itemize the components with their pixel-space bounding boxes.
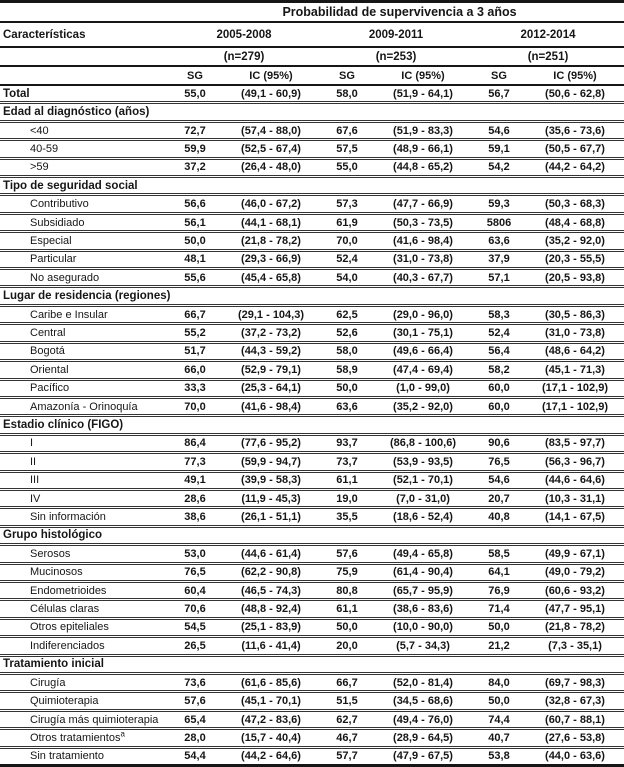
- ic-value: (31,0 - 73,8): [393, 253, 453, 266]
- sg-value: 75,9: [336, 566, 358, 579]
- sg-value: 52,4: [336, 253, 358, 266]
- table-row: [0, 601, 624, 619]
- table-body: [0, 86, 624, 764]
- sg-value: 51,7: [184, 345, 206, 358]
- sg-value: 93,7: [336, 437, 358, 450]
- ic-value: (83,5 - 97,7): [545, 437, 605, 450]
- row-label: Particular: [30, 253, 77, 266]
- row-label: Cirugía: [30, 676, 66, 689]
- table-row: [0, 491, 624, 509]
- sg-value: 50,0: [488, 621, 510, 634]
- sample-size-period-2: (n=253): [375, 50, 417, 63]
- sample-size-period-3: (n=251): [527, 50, 569, 63]
- ic-value: (31,0 - 73,8): [545, 326, 605, 339]
- ic-value: (47,7 - 95,1): [545, 603, 605, 616]
- sg-value: 64,1: [488, 566, 510, 579]
- ic-value: (47,4 - 69,4): [393, 363, 453, 376]
- ic-value: (69,7 - 98,3): [545, 676, 605, 689]
- ic-value: (21,8 - 78,2): [545, 621, 605, 634]
- ic-value: (51,9 - 64,1): [393, 87, 453, 100]
- sg-value: 20,7: [488, 492, 510, 505]
- sg-value: 73,6: [184, 676, 206, 689]
- section-label: Edad al diagnóstico (años): [3, 106, 150, 119]
- ic-value: (28,9 - 64,5): [393, 731, 453, 744]
- ic-value: (20,3 - 55,5): [545, 253, 605, 266]
- sg-column-header: SG: [491, 69, 507, 82]
- sg-value: 40,7: [488, 731, 510, 744]
- sg-value: 80,8: [336, 584, 358, 597]
- ic-value: (25,1 - 83,9): [241, 621, 301, 634]
- ic-value: (49,9 - 67,1): [545, 547, 605, 560]
- ic-value: (49,4 - 65,8): [393, 547, 453, 560]
- table-row: [0, 693, 624, 711]
- table-row: [0, 160, 624, 178]
- ic-value: (49,0 - 79,2): [545, 566, 605, 579]
- sg-value: 62,5: [336, 308, 358, 321]
- ic-value: (44,8 - 65,2): [393, 161, 453, 174]
- period-header-row: [0, 23, 624, 48]
- section-label: Estadio clínico (FIGO): [3, 419, 124, 432]
- ic-value: (10,0 - 90,0): [393, 621, 453, 634]
- row-label: Endometrioides: [30, 584, 107, 597]
- ic-value: (45,1 - 70,1): [241, 695, 301, 708]
- sample-size-row: [0, 48, 624, 67]
- sg-value: 35,5: [336, 511, 358, 524]
- row-label: Especial: [30, 234, 72, 247]
- row-label: Central: [30, 326, 66, 339]
- sg-value: 57,7: [336, 750, 358, 763]
- sg-value: 56,6: [184, 198, 206, 211]
- sg-value: 54,0: [336, 271, 358, 284]
- sg-value: 58,0: [336, 87, 358, 100]
- sg-value: 55,6: [184, 271, 206, 284]
- ic-column-header: IC (95%): [401, 69, 445, 82]
- ic-value: (48,4 - 68,8): [545, 216, 605, 229]
- ic-value: (48,9 - 66,1): [393, 142, 453, 155]
- row-label: IV: [30, 492, 41, 505]
- ic-value: (38,6 - 83,6): [393, 603, 453, 616]
- ic-value: (60,7 - 88,1): [545, 713, 605, 726]
- table-row: [0, 730, 624, 748]
- row-label: Serosos: [30, 547, 71, 560]
- table-row: [0, 638, 624, 656]
- sg-value: 58,2: [488, 363, 510, 376]
- sg-value: 20,0: [336, 639, 358, 652]
- table-title-row: [0, 3, 624, 23]
- ic-value: (14,1 - 67,5): [545, 511, 605, 524]
- section-label: Lugar de residencia (regiones): [3, 290, 171, 303]
- sg-value: 53,0: [184, 547, 206, 560]
- sg-value: 50,0: [488, 695, 510, 708]
- sg-value: 37,2: [184, 161, 206, 174]
- sg-value: 66,0: [184, 363, 206, 376]
- sg-value: 67,6: [336, 124, 358, 137]
- sg-value: 73,7: [336, 455, 358, 468]
- ic-value: (44,6 - 64,6): [545, 474, 605, 487]
- sg-value: 54,4: [184, 750, 206, 763]
- sg-value: 72,7: [184, 124, 206, 137]
- sg-value: 52,4: [488, 326, 510, 339]
- ic-value: (37,2 - 73,2): [241, 326, 301, 339]
- sg-value: 50,0: [184, 234, 206, 247]
- ic-value: (52,9 - 79,1): [241, 363, 301, 376]
- ic-value: (40,3 - 67,7): [393, 271, 453, 284]
- ic-column-header: IC (95%): [249, 69, 293, 82]
- sg-value: 74,4: [488, 713, 510, 726]
- ic-value: (15,7 - 40,4): [241, 731, 301, 744]
- sg-value: 59,1: [488, 142, 510, 155]
- sg-value: 62,7: [336, 713, 358, 726]
- sg-value: 54,5: [184, 621, 206, 634]
- sg-value: 58,3: [488, 308, 510, 321]
- sg-value: 70,6: [184, 603, 206, 616]
- ic-value: (27,6 - 53,8): [545, 731, 605, 744]
- sg-value: 60,4: [184, 584, 206, 597]
- ic-value: (10,3 - 31,1): [545, 492, 605, 505]
- sg-value: 57,5: [336, 142, 358, 155]
- sg-value: 76,9: [488, 584, 510, 597]
- ic-value: (45,1 - 71,3): [545, 363, 605, 376]
- ic-value: (48,8 - 92,4): [241, 603, 301, 616]
- sg-value: 58,0: [336, 345, 358, 358]
- table-row: [0, 344, 624, 362]
- ic-value: (17,1 - 102,9): [541, 400, 609, 413]
- table-row: [0, 252, 624, 270]
- sg-value: 57,6: [336, 547, 358, 560]
- ic-value: (61,4 - 90,4): [393, 566, 453, 579]
- sg-value: 50,0: [336, 382, 358, 395]
- sg-value: 56,7: [488, 87, 510, 100]
- row-label: No asegurado: [30, 271, 100, 284]
- sg-value: 5806: [486, 216, 512, 229]
- section-label: Tipo de seguridad social: [3, 179, 138, 192]
- sg-column-header: SG: [187, 69, 203, 82]
- table-row: [0, 749, 624, 764]
- column-header-row: [0, 67, 624, 86]
- section-label: Grupo histológico: [3, 529, 103, 542]
- row-label: Total: [3, 87, 30, 100]
- ic-value: (77,6 - 95,2): [241, 437, 301, 450]
- row-label: >59: [30, 161, 49, 174]
- section-row: [0, 528, 624, 546]
- sg-value: 63,6: [336, 400, 358, 413]
- row-label: Sin tratamiento: [30, 750, 104, 763]
- row-label: <40: [30, 124, 49, 137]
- ic-value: (44,2 - 64,2): [545, 161, 605, 174]
- row-label: Quimioterapia: [30, 695, 99, 708]
- ic-value: (49,4 - 76,0): [393, 713, 453, 726]
- sg-column-header: SG: [339, 69, 355, 82]
- table-row: [0, 307, 624, 325]
- sg-value: 54,6: [488, 474, 510, 487]
- row-label: Mucinosos: [30, 566, 83, 579]
- ic-value: (32,8 - 67,3): [545, 695, 605, 708]
- sg-value: 54,2: [488, 161, 510, 174]
- row-label: Cirugía más quimioterapia: [30, 713, 159, 726]
- section-label: Tratamiento inicial: [3, 658, 104, 671]
- ic-value: (29,1 - 104,3): [237, 308, 305, 321]
- table-row: [0, 215, 624, 233]
- ic-value: (50,6 - 62,8): [545, 87, 605, 100]
- table-row: [0, 675, 624, 693]
- sg-value: 60,0: [488, 400, 510, 413]
- sg-value: 21,2: [488, 639, 510, 652]
- table-row: [0, 123, 624, 141]
- ic-value: (44,1 - 68,1): [241, 216, 301, 229]
- ic-value: (65,7 - 95,9): [393, 584, 453, 597]
- ic-value: (34,5 - 68,6): [393, 695, 453, 708]
- row-label: Oriental: [30, 363, 69, 376]
- ic-value: (50,3 - 68,3): [545, 198, 605, 211]
- table-row: [0, 620, 624, 638]
- sg-value: 76,5: [184, 566, 206, 579]
- sample-size-period-1: (n=279): [223, 50, 265, 63]
- row-label: Células claras: [30, 603, 100, 616]
- sg-value: 52,6: [336, 326, 358, 339]
- ic-value: (35,6 - 73,6): [545, 124, 605, 137]
- ic-value: (26,1 - 51,1): [241, 511, 301, 524]
- ic-value: (35,2 - 92,0): [545, 234, 605, 247]
- ic-value: (50,3 - 73,5): [393, 216, 453, 229]
- row-label: Bogotá: [30, 345, 65, 358]
- ic-value: (47,2 - 83,6): [241, 713, 301, 726]
- section-row: [0, 657, 624, 675]
- ic-column-header: IC (95%): [553, 69, 597, 82]
- table-row: [0, 583, 624, 601]
- ic-value: (59,9 - 94,7): [241, 455, 301, 468]
- row-label: Otros epiteliales: [30, 621, 109, 634]
- sg-value: 59,9: [184, 142, 206, 155]
- ic-value: (35,2 - 92,0): [393, 400, 453, 413]
- sg-value: 33,3: [184, 382, 206, 395]
- ic-value: (44,2 - 64,6): [241, 750, 301, 763]
- row-label: Subsidiado: [30, 216, 85, 229]
- row-label: Otros tratamientos$^a$: [0, 732, 168, 744]
- ic-value: (7,0 - 31,0): [396, 492, 450, 505]
- row-label: Sin información: [30, 511, 106, 524]
- table-row: [0, 86, 624, 104]
- ic-value: (29,3 - 66,9): [241, 253, 301, 266]
- sg-value: 48,1: [184, 253, 206, 266]
- ic-value: (1,0 - 99,0): [396, 382, 450, 395]
- table-row: [0, 712, 624, 730]
- ic-value: (52,5 - 67,4): [241, 142, 301, 155]
- sg-value: 56,1: [184, 216, 206, 229]
- sg-value: 60,0: [488, 382, 510, 395]
- ic-value: (17,1 - 102,9): [541, 382, 609, 395]
- sg-value: 66,7: [336, 676, 358, 689]
- row-label: I: [30, 437, 34, 450]
- sg-value: 63,6: [488, 234, 510, 247]
- period-header-2009-2011: 2009-2011: [368, 28, 424, 41]
- sg-value: 55,2: [184, 326, 206, 339]
- section-row: [0, 104, 624, 122]
- row-label: 40-59: [30, 142, 59, 155]
- table-row: [0, 233, 624, 251]
- ic-value: (29,0 - 96,0): [393, 308, 453, 321]
- sg-value: 55,0: [336, 161, 358, 174]
- ic-value: (50,5 - 67,7): [545, 142, 605, 155]
- ic-value: (51,9 - 83,3): [393, 124, 453, 137]
- period-header-2012-2014: 2012-2014: [520, 28, 576, 41]
- sg-value: 70,0: [336, 234, 358, 247]
- ic-value: (49,1 - 60,9): [241, 87, 301, 100]
- table-row: [0, 141, 624, 159]
- section-row: [0, 178, 624, 196]
- sg-value: 61,1: [336, 603, 358, 616]
- sg-value: 58,5: [488, 547, 510, 560]
- table-row: [0, 473, 624, 491]
- period-header-2005-2008: 2005-2008: [216, 28, 272, 41]
- ic-value: (56,3 - 96,7): [545, 455, 605, 468]
- ic-value: (46,5 - 74,3): [241, 584, 301, 597]
- table-row: [0, 546, 624, 564]
- table-row: [0, 509, 624, 527]
- ic-value: (18,6 - 52,4): [393, 511, 453, 524]
- sg-value: 58,9: [336, 363, 358, 376]
- sg-value: 28,0: [184, 731, 206, 744]
- ic-value: (45,4 - 65,8): [241, 271, 301, 284]
- sg-value: 76,5: [488, 455, 510, 468]
- ic-value: (11,9 - 45,3): [241, 492, 301, 505]
- row-label: Indiferenciados: [30, 639, 105, 652]
- ic-value: (21,8 - 78,2): [241, 234, 301, 247]
- ic-value: (53,9 - 93,5): [393, 455, 453, 468]
- ic-value: (52,0 - 81,4): [393, 676, 453, 689]
- table-row: [0, 565, 624, 583]
- ic-value: (41,6 - 98,4): [393, 234, 453, 247]
- sg-value: 90,6: [488, 437, 510, 450]
- sg-value: 86,4: [184, 437, 206, 450]
- ic-value: (25,3 - 64,1): [241, 382, 301, 395]
- ic-value: (20,5 - 93,8): [545, 271, 605, 284]
- sg-value: 37,9: [488, 253, 510, 266]
- sg-value: 65,4: [184, 713, 206, 726]
- ic-value: (44,6 - 61,4): [241, 547, 301, 560]
- characteristics-header: Características: [3, 28, 86, 41]
- table-row: [0, 436, 624, 454]
- ic-value: (57,4 - 88,0): [241, 124, 301, 137]
- ic-value: (60,6 - 93,2): [545, 584, 605, 597]
- sg-value: 46,7: [336, 731, 358, 744]
- ic-value: (52,1 - 70,1): [393, 474, 453, 487]
- sg-value: 61,1: [336, 474, 358, 487]
- ic-value: (44,0 - 63,6): [545, 750, 605, 763]
- table-row: [0, 196, 624, 214]
- footnote-marker: a: [120, 731, 125, 739]
- row-label: Pacífico: [30, 382, 70, 395]
- sg-value: 50,0: [336, 621, 358, 634]
- sg-value: 28,6: [184, 492, 206, 505]
- table-row: [0, 399, 624, 417]
- ic-value: (30,1 - 75,1): [393, 326, 453, 339]
- table-row: [0, 381, 624, 399]
- sg-value: 66,7: [184, 308, 206, 321]
- sg-value: 57,3: [336, 198, 358, 211]
- ic-value: (48,6 - 64,2): [545, 345, 605, 358]
- ic-value: (7,3 - 35,1): [548, 639, 602, 652]
- table-title: Probabilidad de supervivencia a 3 años: [282, 5, 517, 19]
- ic-value: (30,5 - 86,3): [545, 308, 605, 321]
- sg-value: 38,6: [184, 511, 206, 524]
- section-row: [0, 417, 624, 435]
- row-label: Contributivo: [30, 198, 89, 211]
- sg-value: 77,3: [184, 455, 206, 468]
- ic-value: (39,9 - 58,3): [241, 474, 301, 487]
- sg-value: 40,8: [488, 511, 510, 524]
- sg-value: 57,1: [488, 271, 510, 284]
- sg-value: 26,5: [184, 639, 206, 652]
- sg-value: 54,6: [488, 124, 510, 137]
- row-label: II: [30, 455, 37, 468]
- sg-value: 70,0: [184, 400, 206, 413]
- ic-value: (5,7 - 34,3): [396, 639, 450, 652]
- sg-value: 56,4: [488, 345, 510, 358]
- row-label: Amazonía - Orinoquía: [30, 400, 138, 413]
- section-row: [0, 288, 624, 306]
- ic-value: (44,3 - 59,2): [241, 345, 301, 358]
- table-row: [0, 270, 624, 288]
- sg-value: 57,6: [184, 695, 206, 708]
- sg-value: 55,0: [184, 87, 206, 100]
- table-row: [0, 325, 624, 343]
- ic-value: (61,6 - 85,6): [241, 676, 301, 689]
- sg-value: 19,0: [336, 492, 358, 505]
- sg-value: 49,1: [184, 474, 206, 487]
- sg-value: 71,4: [488, 603, 510, 616]
- ic-value: (49,6 - 66,4): [393, 345, 453, 358]
- table-row: [0, 454, 624, 472]
- sg-value: 51,5: [336, 695, 358, 708]
- row-label: III: [30, 474, 40, 487]
- sg-value: 84,0: [488, 676, 510, 689]
- ic-value: (41,6 - 98,4): [241, 400, 301, 413]
- sg-value: 59,3: [488, 198, 510, 211]
- ic-value: (46,0 - 67,2): [241, 198, 301, 211]
- ic-value: (47,7 - 66,9): [393, 198, 453, 211]
- ic-value: (47,9 - 67,5): [393, 750, 453, 763]
- sg-value: 53,8: [488, 750, 510, 763]
- ic-value: (62,2 - 90,8): [241, 566, 301, 579]
- row-label: Caribe e Insular: [30, 308, 108, 321]
- ic-value: (26,4 - 48,0): [241, 161, 301, 174]
- table-row: [0, 362, 624, 380]
- sg-value: 61,9: [336, 216, 358, 229]
- ic-value: (11,6 - 41,4): [241, 639, 301, 652]
- ic-value: (86,8 - 100,6): [389, 437, 457, 450]
